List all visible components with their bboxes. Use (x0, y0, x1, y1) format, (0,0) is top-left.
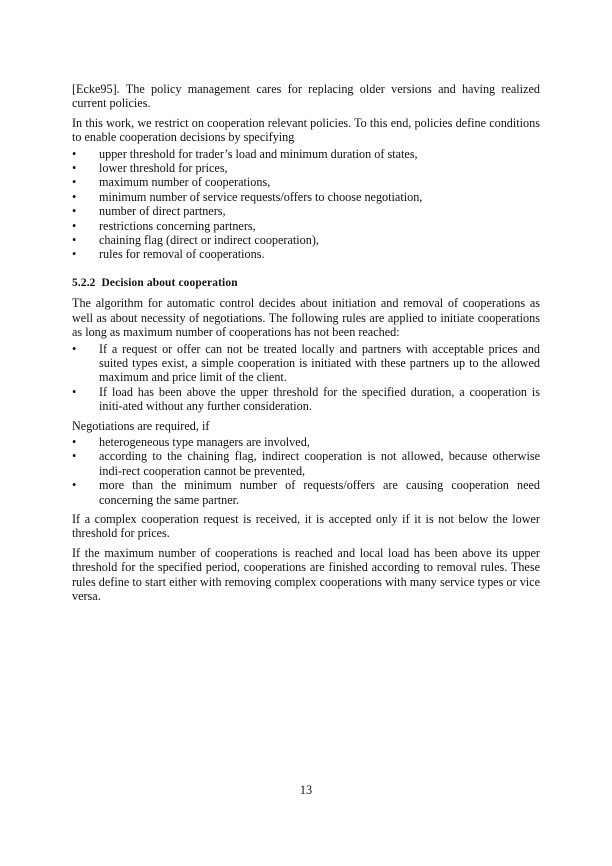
negotiation-conditions-list (72, 435, 540, 507)
list-item: • rules for removal of cooperations. (72, 247, 265, 262)
initiation-rules-list (72, 342, 540, 414)
bullet-icon: • (72, 449, 77, 464)
bullet-icon: • (72, 218, 77, 233)
bullet-icon: • (72, 233, 77, 248)
bullet-icon: • (72, 341, 77, 356)
list-item: • maximum number of cooperations, (72, 175, 271, 190)
bullet-icon: • (72, 478, 77, 493)
paragraph-cooperation-policies: In this work, we restrict on cooperation relevant policies. To this end, policies define conditions to enable cooperation decisions by specifying (72, 115, 540, 145)
bullet-icon: • (72, 161, 77, 176)
list-item: • more than the minimum number of requests/offers are causing cooperation need concerning the same partner. (72, 478, 540, 507)
list-item: • heterogeneous type managers are involved, (72, 434, 310, 449)
list-item: • restrictions concerning partners, (72, 218, 256, 233)
bullet-icon: • (72, 146, 77, 161)
paragraph-removal-rules: If the maximum number of cooperations is reached and local load has been above its upper threshold for the specified period, cooperations are finished according to removal rules. These rules define to start either with removing complex cooperations with many service types or vice versa. (72, 545, 540, 603)
bullet-icon: • (72, 434, 77, 449)
page-number: 13 (299, 783, 313, 797)
list-item: • upper threshold for trader’s load and minimum duration of states, (72, 146, 418, 161)
bullet-icon: • (72, 247, 77, 262)
list-item: • If load has been above the upper threshold for the specified duration, a cooperation is initi-ated without any further consideration. (72, 384, 540, 414)
document-page (72, 82, 540, 608)
policy-condition-list (72, 147, 540, 262)
list-item: • chaining flag (direct or indirect cooperation), (72, 233, 319, 248)
list-item: • minimum number of service requests/offers to choose negotiation, (72, 189, 423, 204)
bullet-icon: • (72, 384, 77, 399)
list-item: • according to the chaining flag, indirect cooperation is not allowed, because otherwise indi-rect cooperation cannot be prevented, (72, 449, 540, 478)
list-item: • lower threshold for prices, (72, 161, 228, 176)
bullet-icon: • (72, 204, 77, 219)
section-title: Decision about cooperation (101, 276, 238, 289)
list-item: • number of direct partners, (72, 204, 226, 219)
paragraph-algorithm-intro: The algorithm for automatic control decides about initiation and removal of cooperations as well as about necessity of negotiations. The following rules are applied to initiate cooperations as long as maximum number of cooperations has not been reached: (72, 296, 540, 340)
bullet-icon: • (72, 175, 77, 190)
paragraph-policy-management: [Ecke95]. The policy management cares for replacing older versions and having realized current policies. (72, 82, 540, 111)
section-number: 5.2.2 (72, 276, 96, 289)
bullet-icon: • (72, 189, 77, 204)
paragraph-complex-request: If a complex cooperation request is received, it is accepted only if it is not below the lower threshold for prices. (72, 511, 540, 541)
paragraph-negotiation-intro: Negotiations are required, if (72, 418, 210, 433)
list-item: • If a request or offer can not be treated locally and partners with acceptable prices and suited types exist, a simple cooperation is initiated with these partners up to the allowed maximum and price limit of the client. (72, 341, 540, 385)
section-heading (72, 276, 540, 290)
